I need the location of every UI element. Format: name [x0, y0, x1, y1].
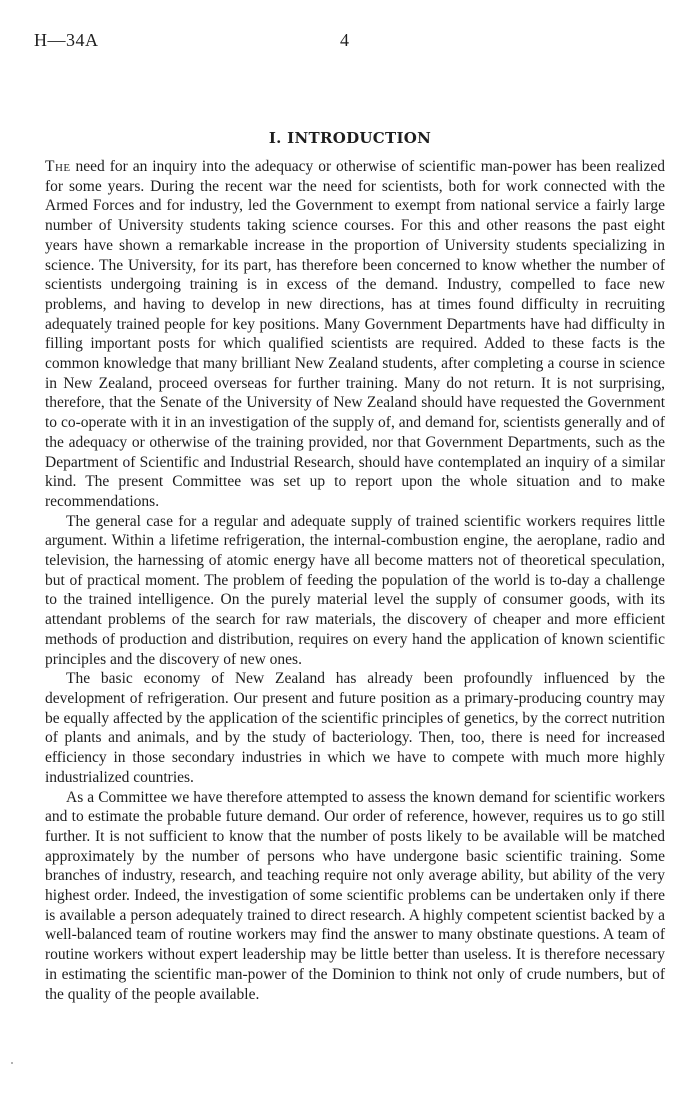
section-heading: I. INTRODUCTION: [268, 129, 432, 147]
running-header: [34, 30, 666, 54]
paragraph-1: [45, 157, 665, 512]
body-text: [45, 157, 665, 1004]
opening-word: The: [45, 158, 71, 175]
document-reference: H—34A: [34, 30, 99, 50]
paragraph-1-text: need for an inquiry into the adequacy or otherwise of scientific man-power has been realized for some years. During the recent war the need for scientists, both for work connected with the Armed Forces and for industry, led the Government to exempt from national service a fairly large number of University students taking science courses. For this and other reasons the past eight years have shown a remarkable increase in the proportion of University students specializing in science. The University, for its part, has therefore been concerned to know whether the number of scientists undergoing training is in excess of the demand. Industry, compelled to face new problems, and having to develop in new directions, has at times found difficulty in recruiting adequately trained people for key positions. Many Government Departments have had difficulty in filling important posts for which qualified scientists are required. Added to these facts is the common knowledge that many brilliant New Zealand students, after completing a course in science in New Zealand, proceed overseas for further training. Many do not return. It is not surprising, therefore, that the Senate of the University of New Zealand should have requested the Government to co-operate with it in an investigation of the supply of, and demand for, scientists generally and of the adequacy or otherwise of the training provided, nor that Government Departments, such as the Department of Scientific and Industrial Research, should have contemplated an inquiry of a similar kind. The present Committee was set up to report upon the whole situation and to make recommendations.: [45, 158, 665, 510]
paragraph-4: As a Committee we have therefore attempted to assess the known demand for scientific workers and to estimate the probable future demand. Our order of reference, however, requires us to go still further. It is not sufficient to know that the number of posts likely to be available will be matched approximately by the number of persons who have undergone basic scientific training. Some branches of industry, research, and teaching require not only average ability, but ability of the very highest order. Indeed, the investigation of some scientific problems can be undertaken only if there is available a person adequately trained to direct research. A highly competent scientist backed by a well-balanced team of routine workers may find the answer to many obstinate questions. A team of routine workers without expert leadership may be little better than useless. It is therefore necessary in estimating the scientific man-power of the Dominion to think not only of crude numbers, but of the quality of the people available.: [45, 788, 665, 1003]
paragraph-3: The basic economy of New Zealand has already been profoundly influenced by the development of refrigeration. Our present and future position as a primary-producing country may be equally affected by the application of the scientific principles of genetics, by the correct nutrition of plants and animals, and by the study of bacteriology. Then, too, there is need for increased efficiency in those secondary industries in which we have to compete with much more highly industrialized countries.: [45, 670, 665, 786]
paragraph-2: The general case for a regular and adequate supply of trained scientific workers requires little argument. Within a lifetime refrigeration, the internal-combustion engine, the aeroplane, radio and television, the harnessing of atomic energy have all become matters not of theoretical speculation, but of practical moment. The problem of feeding the population of the world is to-day a challenge to the trained intelligence. On the purely material level the supply of consumer goods, with its attendant problems of the search for raw materials, the discovery of cheaper and more efficient methods of production and distribution, requires on every hand the application of known scientific principles and the discovery of new ones.: [45, 512, 665, 668]
scan-speck: [11, 1062, 13, 1064]
page-number: 4: [340, 30, 349, 50]
